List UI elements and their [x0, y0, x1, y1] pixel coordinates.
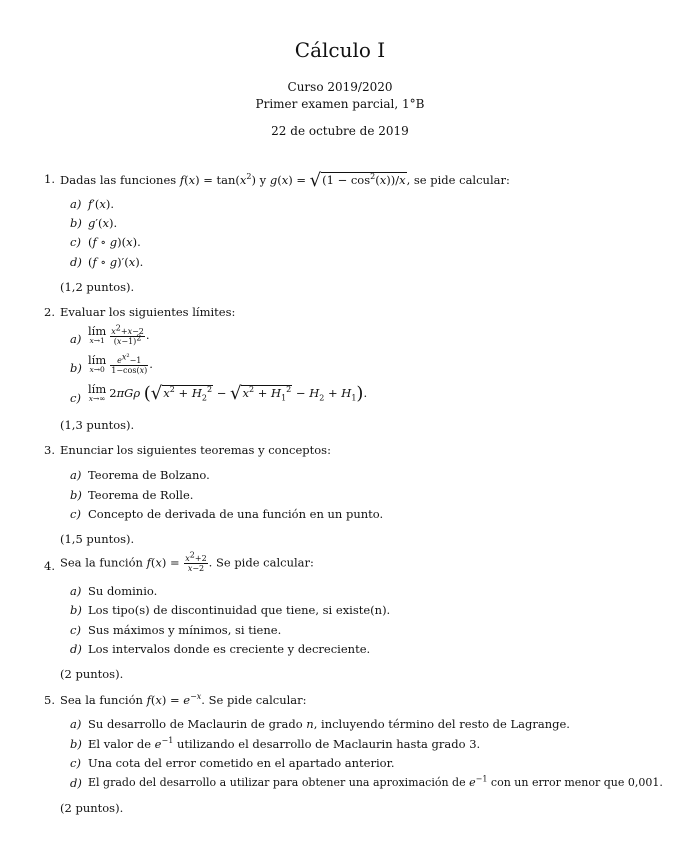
question-5-intro: Sea la función $f(x) = e^{-x}$. Se pide calcular:: [60, 692, 307, 707]
question-5c-label: c): [70, 756, 81, 770]
question-5a-text: Su desarrollo de Maclaurin de grado n, incluyendo término del resto de Lagrange.: [88, 717, 570, 731]
question-3c-text: Concepto de derivada de una función en un punto.: [88, 507, 384, 521]
question-4d-text: Los intervalos donde es creciente y decreciente.: [88, 642, 371, 656]
question-4c-label: c): [70, 623, 81, 637]
question-4-intro: Sea la función f(x) = $\frac{x^2+2}{x-2}$ . Se pide calcular:: [60, 550, 314, 573]
course-label: Curso 2019/2020: [287, 80, 393, 94]
question-5d-text: El grado del desarrollo a utilizar para obtener una aproximación de $e^{-1}$ con un error menor que 0,001.: [88, 774, 663, 789]
question-1c-text: (f ∘ g)(x).: [88, 235, 141, 249]
exam-date: 22 de octubre de 2019: [271, 124, 409, 138]
question-1c-label: c): [70, 235, 81, 249]
question-1-number: 1.: [44, 172, 55, 186]
question-4b-text: Los tipo(s) de discontinuidad que tiene, si existe(n).: [88, 603, 391, 617]
question-2-number: 2.: [44, 305, 55, 319]
question-1-intro: Dadas las funciones $f(x) = \tan(x^2)$ y $g(x) = √(1 - \cos^2(x))/x$, se pide calcular:: [60, 170, 510, 191]
question-2a-label: a): [70, 332, 82, 346]
question-1a-text: f′(x).: [88, 197, 115, 211]
question-4-number: 4.: [44, 559, 55, 573]
question-5a-label: a): [70, 717, 82, 731]
question-3-number: 3.: [44, 443, 55, 457]
question-2b-expr: lím x→0 $\frac{e^{x^2}-1}{1-\cos(x)}$ .: [88, 351, 153, 375]
question-4c-text: Sus máximos y mínimos, si tiene.: [88, 623, 282, 637]
question-3-points: (1,5 puntos).: [60, 532, 135, 546]
exam-label: Primer examen parcial, 1°B: [255, 97, 425, 111]
question-2b-label: b): [70, 361, 82, 375]
question-3b-label: b): [70, 488, 82, 502]
question-5d-label: d): [70, 776, 82, 790]
question-1b-label: b): [70, 216, 82, 230]
question-4-points: (2 puntos).: [60, 667, 124, 681]
question-4a-label: a): [70, 584, 82, 598]
question-4d-label: d): [70, 642, 82, 656]
question-5-number: 5.: [44, 693, 55, 707]
question-1b-text: g′(x).: [88, 216, 118, 230]
question-3c-label: c): [70, 507, 81, 521]
question-3b-text: Teorema de Rolle.: [88, 488, 194, 502]
question-2a-expr: lím x→1 $\frac{x^2+x-2}{(x-1)^2}$ .: [88, 322, 150, 346]
question-5b-label: b): [70, 737, 82, 751]
question-1d-text: (f ∘ g)′(x).: [88, 255, 144, 269]
question-1a-label: a): [70, 197, 82, 211]
page-title: Cálculo I: [294, 38, 386, 62]
question-1-points: (1,2 puntos).: [60, 280, 135, 294]
question-5c-text: Una cota del error cometido en el apartado anterior.: [88, 756, 395, 770]
question-3-intro: Enunciar los siguientes teoremas y conceptos:: [60, 443, 331, 457]
question-2c-label: c): [70, 391, 81, 405]
question-2-intro: Evaluar los siguientes límites:: [60, 305, 236, 319]
question-1d-label: d): [70, 255, 82, 269]
question-2c-expr: lím x→∞ 2πGρ $(√x^2 + H_2^2 - √x^2 + H_1^2 - H_2 + H_1)$.: [88, 382, 368, 404]
question-4a-text: Su dominio.: [88, 584, 158, 598]
question-3a-text: Teorema de Bolzano.: [88, 468, 210, 482]
question-5b-text: El valor de $e^{-1}$ utilizando el desarrollo de Maclaurin hasta grado 3.: [88, 736, 481, 751]
question-3a-label: a): [70, 468, 82, 482]
question-4b-label: b): [70, 603, 82, 617]
question-5-points: (2 puntos).: [60, 801, 124, 815]
question-2-points: (1,3 puntos).: [60, 418, 135, 432]
